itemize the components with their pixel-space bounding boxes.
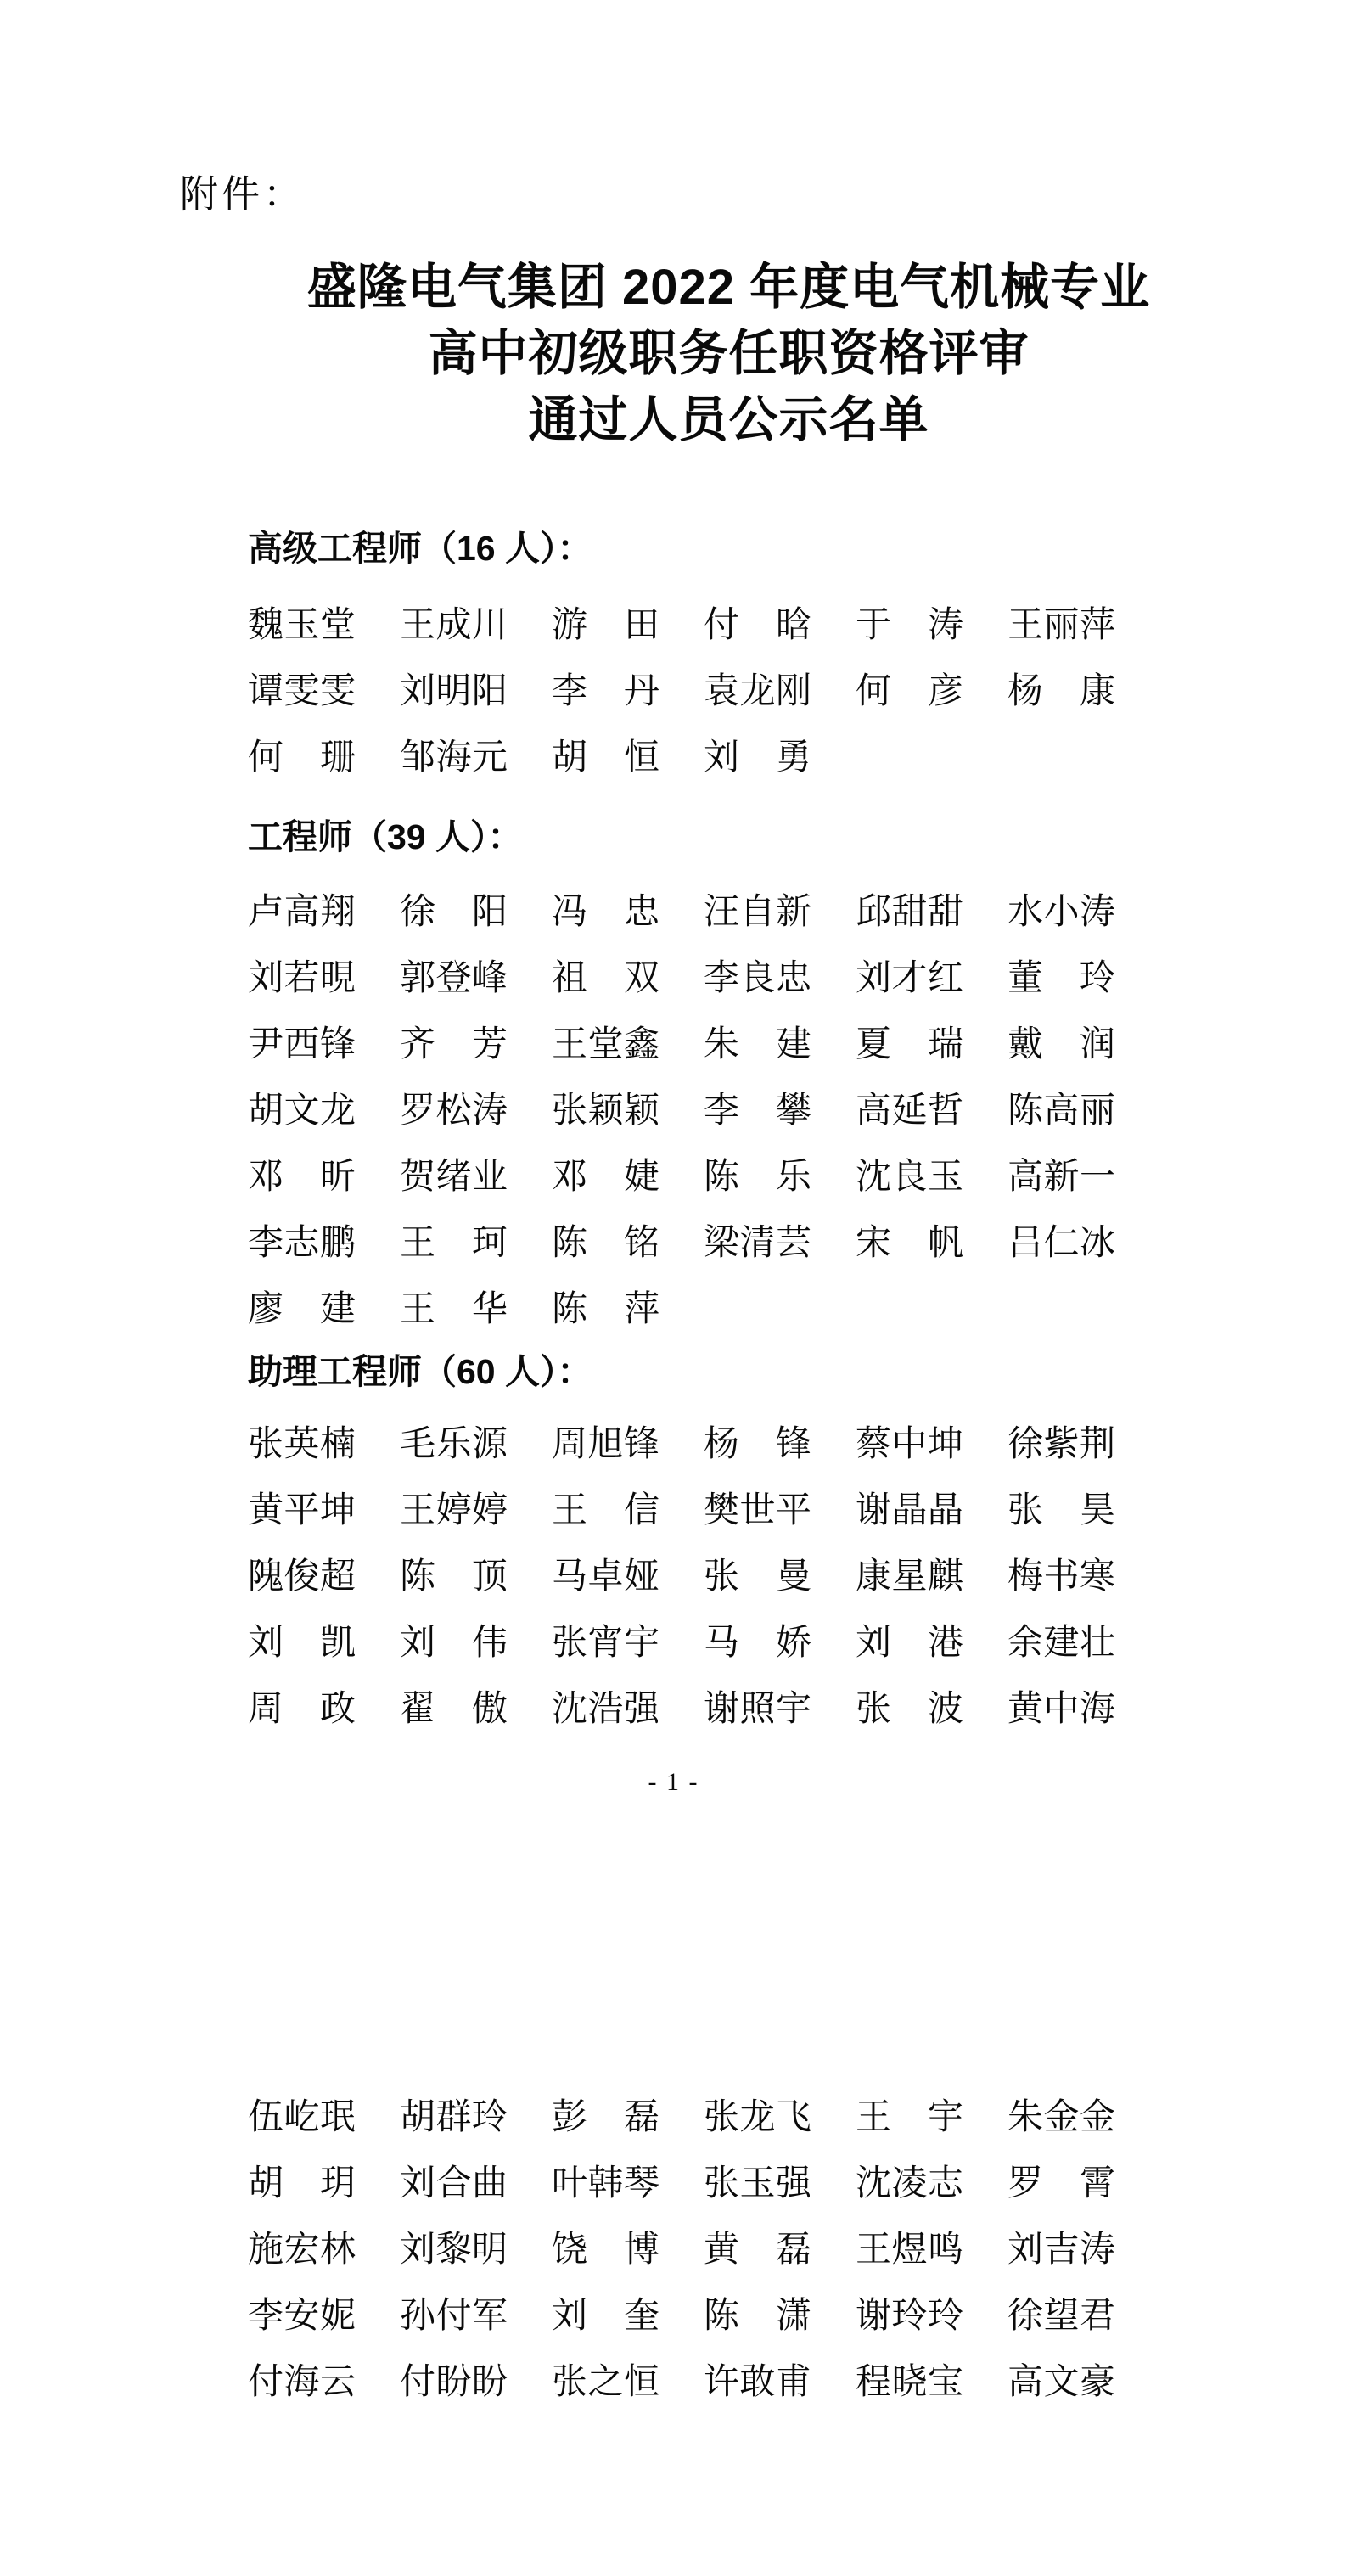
- person-name: 董 玲: [1007, 959, 1115, 998]
- person-name: 张 曼: [704, 1557, 811, 1597]
- person-name: 张 之 恒: [552, 2363, 659, 2402]
- person-name: 何 珊: [248, 738, 356, 777]
- person-name: 邱 甜 甜: [856, 893, 963, 932]
- name-row: [248, 1277, 1190, 1343]
- person-name: 宋 帆: [856, 1224, 963, 1263]
- section-heading-assistant-engineer: 助理工程师（60 人）：: [248, 1352, 592, 1391]
- name-row: [248, 2151, 1190, 2217]
- person-name: 罗 松 涛: [400, 1092, 508, 1131]
- person-name: 张 波: [856, 1690, 963, 1729]
- person-name: 陈 潇: [704, 2297, 811, 2336]
- person-name: 刘 合 曲: [400, 2164, 508, 2203]
- person-name: 李 攀: [704, 1092, 811, 1131]
- name-row: [248, 1676, 1190, 1743]
- person-name: 沈 浩 强: [552, 1690, 659, 1729]
- person-name: 饶 博: [552, 2231, 659, 2270]
- person-name: 朱 建: [704, 1025, 811, 1064]
- person-name: 邓 昕: [248, 1158, 356, 1197]
- person-name: 刘 凯: [248, 1624, 356, 1663]
- person-name: 张 昊: [1007, 1491, 1115, 1530]
- section-heading-senior-engineer: 高级工程师（16 人）：: [248, 529, 592, 568]
- person-name: 刘 若 晛: [248, 959, 356, 998]
- person-name: 水 小 涛: [1007, 893, 1115, 932]
- name-row: [248, 879, 1190, 946]
- person-name: 汪 自 新: [704, 893, 811, 932]
- person-name: 罗 霄: [1007, 2164, 1115, 2203]
- person-name: 于 涛: [856, 606, 963, 645]
- person-name: 朱 金 金: [1007, 2098, 1115, 2137]
- person-name: 贺 绪 业: [400, 1158, 508, 1197]
- person-name: 张 龙 飞: [704, 2098, 811, 2137]
- person-name: 付 盼 盼: [400, 2363, 508, 2402]
- person-name: 何 彦: [856, 672, 963, 711]
- person-name: 余 建 壮: [1007, 1624, 1115, 1663]
- name-list-assistant-engineer-page2: [248, 2085, 1190, 2416]
- person-name: 谢 照 宇: [704, 1690, 811, 1729]
- name-row: [248, 946, 1190, 1012]
- person-name: 谭 雯 雯: [248, 672, 356, 711]
- person-name: 孙 付 军: [400, 2297, 508, 2336]
- person-name: 伍 屹 珉: [248, 2098, 356, 2137]
- person-name: 许 敢 甫: [704, 2363, 811, 2402]
- person-name: 徐 望 君: [1007, 2297, 1115, 2336]
- person-name: 马 卓 娅: [552, 1557, 659, 1597]
- person-name: 刘 奎: [552, 2297, 659, 2336]
- person-name: 沈 良 玉: [856, 1158, 963, 1197]
- person-name: 马 娇: [704, 1624, 811, 1663]
- name-list-assistant-engineer-page1: [248, 1411, 1190, 1743]
- person-name: 王 信: [552, 1491, 659, 1530]
- document-title: [110, 255, 1347, 453]
- person-name: 陈 乐: [704, 1158, 811, 1197]
- person-name: 李 安 妮: [248, 2297, 356, 2336]
- person-name: 王 成 川: [400, 606, 508, 645]
- person-name: 张 英 楠: [248, 1425, 356, 1464]
- person-name: 刘 黎 明: [400, 2231, 508, 2270]
- person-name: 张 宵 宇: [552, 1624, 659, 1663]
- person-name: 戴 润: [1007, 1025, 1115, 1064]
- person-name: 徐 阳: [400, 893, 508, 932]
- person-name: 李 丹: [552, 672, 659, 711]
- person-name: 袁 龙 刚: [704, 672, 811, 711]
- person-name: 胡 玥: [248, 2164, 356, 2203]
- person-name: 王 婷 婷: [400, 1491, 508, 1530]
- person-name: 吕 仁 冰: [1007, 1224, 1115, 1263]
- name-list-engineer: [248, 879, 1190, 1343]
- person-name: 刘 港: [856, 1624, 963, 1663]
- person-name: 叶 韩 琴: [552, 2164, 659, 2203]
- person-name: 梁 清 芸: [704, 1224, 811, 1263]
- person-name: 王 珂: [400, 1224, 508, 1263]
- name-row: [248, 1544, 1190, 1610]
- person-name: 梅 书 寒: [1007, 1557, 1115, 1597]
- person-name: 胡 恒: [552, 738, 659, 777]
- name-row: [248, 1411, 1190, 1478]
- person-name: 冯 忠: [552, 893, 659, 932]
- person-name: 王 煜 鸣: [856, 2231, 963, 2270]
- person-name: 杨 锋: [704, 1425, 811, 1464]
- person-name: 张 玉 强: [704, 2164, 811, 2203]
- person-name: 谢 玲 玲: [856, 2297, 963, 2336]
- name-row: [248, 659, 1190, 725]
- name-row: [248, 1210, 1190, 1277]
- name-row: [248, 2085, 1190, 2151]
- person-name: 黄 磊: [704, 2231, 811, 2270]
- person-name: 高 新 一: [1007, 1158, 1115, 1197]
- name-row: [248, 2349, 1190, 2416]
- person-name: 彭 磊: [552, 2098, 659, 2137]
- person-name: 陈 铭: [552, 1224, 659, 1263]
- person-name: 谢 晶 晶: [856, 1491, 963, 1530]
- person-name: 沈 凌 志: [856, 2164, 963, 2203]
- name-row: [248, 1012, 1190, 1078]
- person-name: 魏 玉 堂: [248, 606, 356, 645]
- person-name: 黄 平 坤: [248, 1491, 356, 1530]
- name-row: [248, 1078, 1190, 1144]
- person-name: 刘 吉 涛: [1007, 2231, 1115, 2270]
- person-name: 王 宇: [856, 2098, 963, 2137]
- person-name: 高 文 豪: [1007, 2363, 1115, 2402]
- person-name: 刘 伟: [400, 1624, 508, 1663]
- person-name: 毛 乐 源: [400, 1425, 508, 1464]
- person-name: 施 宏 林: [248, 2231, 356, 2270]
- person-name: 胡 群 玲: [400, 2098, 508, 2137]
- name-row: [248, 592, 1190, 659]
- person-name: 付 海 云: [248, 2363, 356, 2402]
- person-name: 刘 明 阳: [400, 672, 508, 711]
- person-name: 康 星 麒: [856, 1557, 963, 1597]
- person-name: 陈 高 丽: [1007, 1092, 1115, 1131]
- person-name: 徐 紫 荆: [1007, 1425, 1115, 1464]
- document-title-line1: 盛隆电气集团 2022 年度电气机械专业: [306, 260, 1151, 315]
- person-name: 付 晗: [704, 606, 811, 645]
- person-name: 隗 俊 超: [248, 1557, 356, 1597]
- person-name: 周 旭 锋: [552, 1425, 659, 1464]
- person-name: 张 颖 颖: [552, 1092, 659, 1131]
- person-name: 高 延 哲: [856, 1092, 963, 1131]
- document-title-line3: 通过人员公示名单: [528, 392, 929, 447]
- name-row: [248, 1144, 1190, 1210]
- person-name: 黄 中 海: [1007, 1690, 1115, 1729]
- name-row: [248, 725, 1190, 791]
- person-name: 杨 康: [1007, 672, 1115, 711]
- person-name: 李 良 忠: [704, 959, 811, 998]
- person-name: 刘 才 红: [856, 959, 963, 998]
- person-name: 李 志 鹏: [248, 1224, 356, 1263]
- person-name: 邓 婕: [552, 1158, 659, 1197]
- person-name: 胡 文 龙: [248, 1092, 356, 1131]
- name-row: [248, 1478, 1190, 1544]
- person-name: 卢 高 翔: [248, 893, 356, 932]
- person-name: 邹 海 元: [400, 738, 508, 777]
- name-row: [248, 1610, 1190, 1676]
- person-name: 陈 顶: [400, 1557, 508, 1597]
- name-row: [248, 2217, 1190, 2283]
- page-number: - 1 -: [648, 1768, 699, 1796]
- person-name: 程 晓 宝: [856, 2363, 963, 2402]
- person-name: 尹 西 锋: [248, 1025, 356, 1064]
- name-list-senior-engineer: [248, 592, 1190, 791]
- person-name: 陈 萍: [552, 1290, 659, 1329]
- name-row: [248, 2283, 1190, 2349]
- person-name: 夏 瑞: [856, 1025, 963, 1064]
- person-name: 齐 芳: [400, 1025, 508, 1064]
- person-name: 王 丽 萍: [1007, 606, 1115, 645]
- document-title-line2: 高中初级职务任职资格评审: [428, 326, 1030, 381]
- person-name: 蔡 中 坤: [856, 1425, 963, 1464]
- person-name: 翟 傲: [400, 1690, 508, 1729]
- person-name: 王 堂 鑫: [552, 1025, 659, 1064]
- person-name: 周 政: [248, 1690, 356, 1729]
- person-name: 游 田: [552, 606, 659, 645]
- person-name: 祖 双: [552, 959, 659, 998]
- section-heading-engineer: 工程师（39 人）：: [248, 817, 523, 856]
- attachment-label: 附件：: [180, 173, 306, 216]
- person-name: 廖 建: [248, 1290, 356, 1329]
- person-name: 郭 登 峰: [400, 959, 508, 998]
- person-name: 王 华: [400, 1290, 508, 1329]
- person-name: 樊 世 平: [704, 1491, 811, 1530]
- person-name: 刘 勇: [704, 738, 811, 777]
